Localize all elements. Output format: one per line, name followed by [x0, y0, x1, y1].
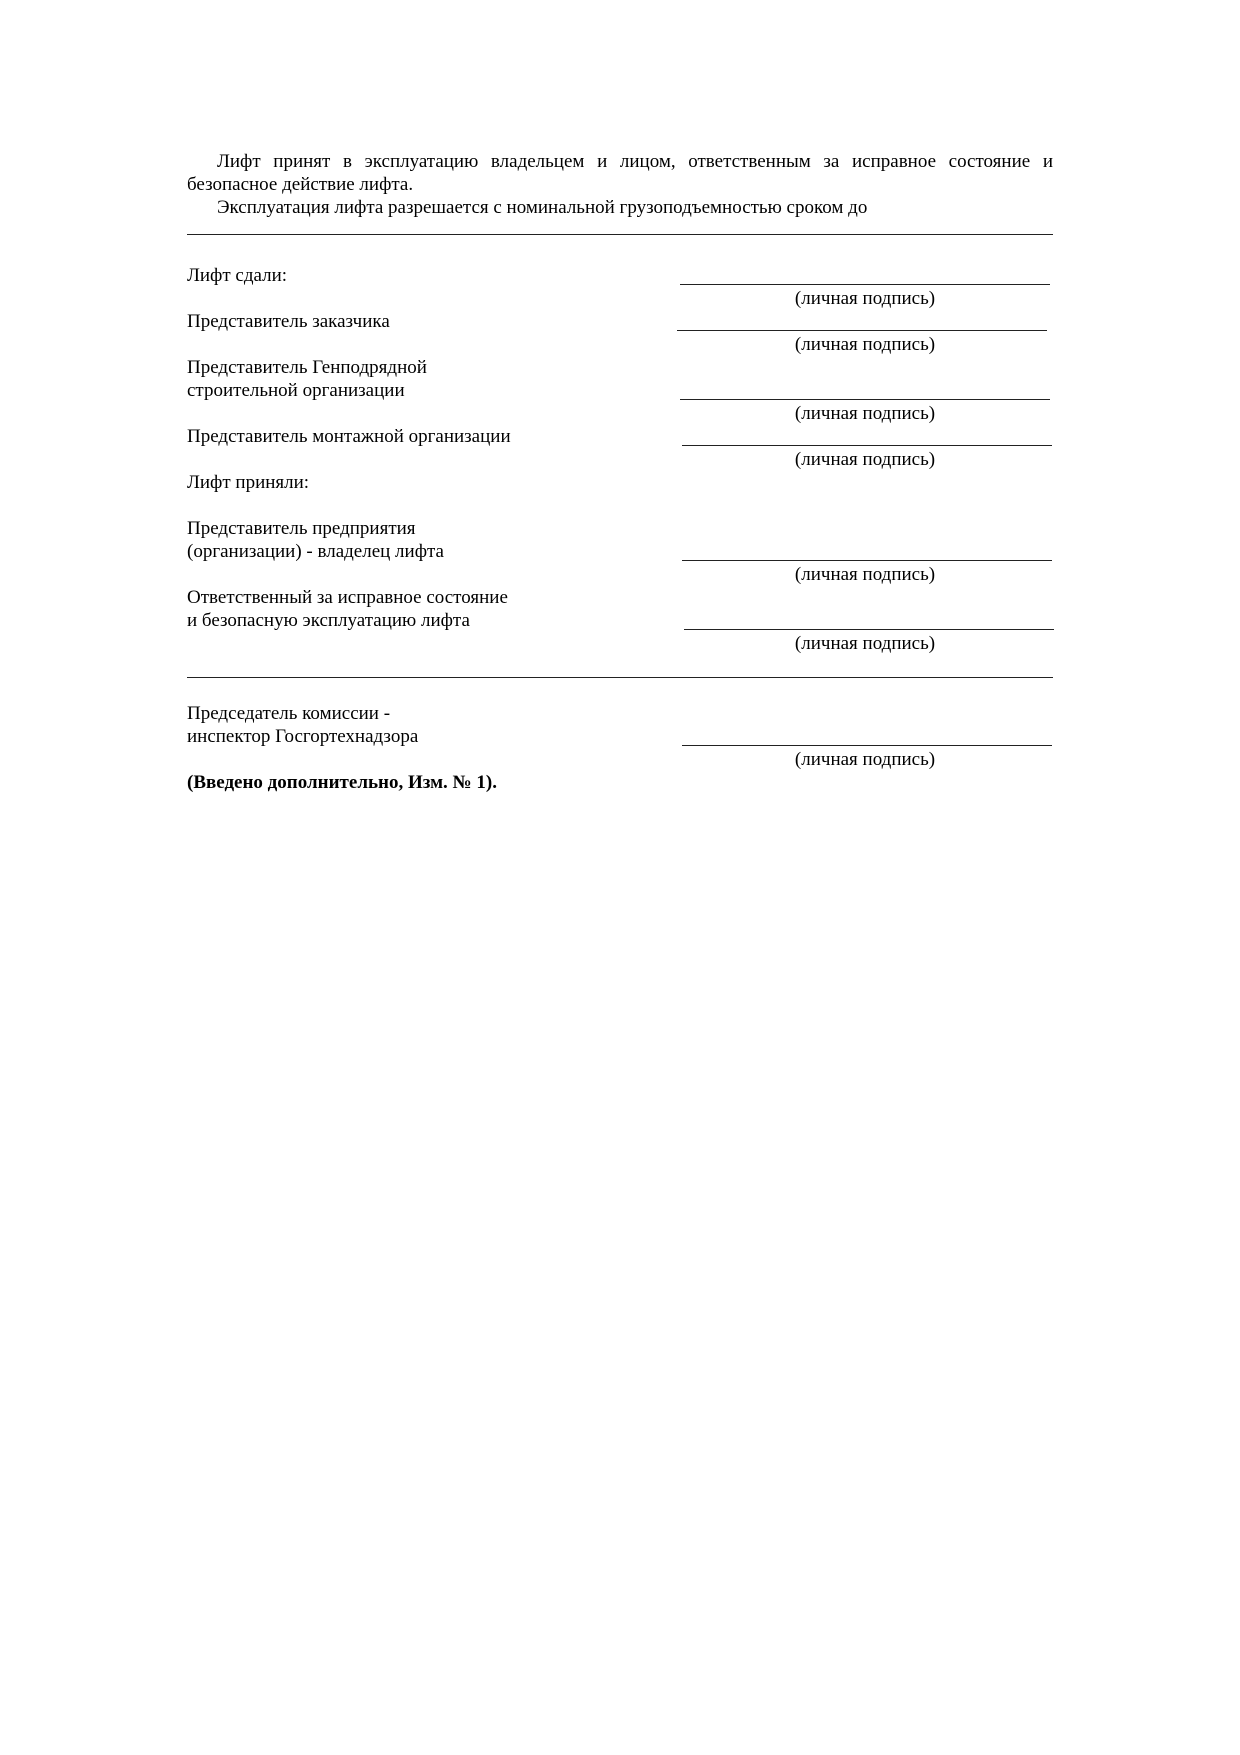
- intro-paragraph-1: Лифт принят в эксплуатацию владельцем и лицом, ответственным за исправное состояние и безопасное действие лифта.: [187, 151, 1053, 195]
- signer-label-installer: Представитель монтажной организации: [187, 426, 511, 447]
- signer-label-chairman: [187, 702, 418, 748]
- label-line: Председатель комиссии -: [187, 703, 391, 724]
- signature-line[interactable]: [680, 264, 1050, 285]
- signature-line[interactable]: [677, 310, 1047, 331]
- signer-label-general-contractor: [187, 356, 427, 402]
- signature-caption: (личная подпись): [794, 633, 936, 654]
- document-page: [187, 150, 1053, 219]
- signature-line[interactable]: [682, 425, 1052, 446]
- accepted-heading: Лифт приняли:: [187, 472, 310, 493]
- label-line: строительной организации: [187, 380, 405, 401]
- handed-over-heading: Лифт сдали:: [187, 265, 288, 286]
- signature-caption: (личная подпись): [794, 334, 936, 355]
- signature-caption: (личная подпись): [794, 449, 936, 470]
- signature-line[interactable]: [680, 379, 1050, 400]
- amendment-note: (Введено дополнительно, Изм. № 1).: [187, 772, 497, 793]
- signer-label-customer: Представитель заказчика: [187, 311, 390, 332]
- label-line: и безопасную эксплуатацию лифта: [187, 610, 470, 631]
- label-line: Представитель Генподрядной: [187, 357, 427, 378]
- signer-label-responsible: [187, 586, 508, 632]
- label-line: Представитель предприятия: [187, 518, 416, 539]
- term-rule: [187, 234, 1053, 235]
- label-line: инспектор Госгортехнадзора: [187, 726, 419, 747]
- label-line: Ответственный за исправное состояние: [187, 587, 508, 608]
- signature-line[interactable]: [682, 540, 1052, 561]
- signer-label-owner: [187, 517, 444, 563]
- signature-line[interactable]: [684, 609, 1054, 630]
- signature-caption: (личная подпись): [794, 403, 936, 424]
- signature-caption: (личная подпись): [794, 564, 936, 585]
- intro-paragraph-2: Эксплуатация лифта разрешается с номинальной грузоподъемностью сроком до: [217, 197, 868, 218]
- section-divider: [187, 677, 1053, 678]
- signature-line[interactable]: [682, 725, 1052, 746]
- signature-caption: (личная подпись): [794, 288, 936, 309]
- signature-caption: (личная подпись): [794, 749, 936, 770]
- label-line: (организации) - владелец лифта: [187, 541, 444, 562]
